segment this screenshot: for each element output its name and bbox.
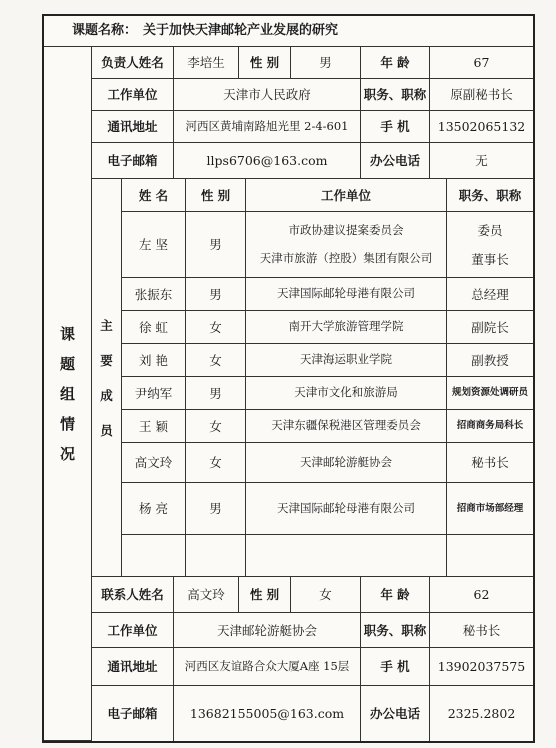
member-name: 杨 亮 [122, 483, 186, 535]
member-gender: 女 [186, 443, 246, 483]
contact-gender: 女 [291, 577, 361, 613]
contact-title: 秘书长 [430, 613, 533, 648]
contact-phone: 13902037575 [430, 648, 533, 686]
topic-title-value: 关于加快天津邮轮产业发展的研究 [143, 23, 339, 39]
topic-title-label: 课题名称： [72, 23, 138, 39]
leader-address: 河西区黄埔南路旭光里 2-4-601 [174, 111, 361, 143]
leader-office: 无 [430, 143, 533, 179]
member-work: 天津东疆保税港区管理委员会 [246, 410, 447, 443]
member-work: 天津海运职业学院 [246, 344, 447, 377]
contact-name-label: 联系人姓名 [92, 577, 174, 613]
leader-phone-label: 手 机 [361, 111, 430, 143]
member-title: 招商市场部经理 [447, 483, 533, 535]
member-title: 总经理 [447, 278, 533, 311]
member-name: 刘 艳 [122, 344, 186, 377]
member-empty-cell [186, 535, 246, 577]
members-header-work: 工作单位 [246, 179, 447, 212]
member-title [447, 212, 533, 278]
members-label-char: 成 [100, 387, 113, 403]
members-label-char: 要 [100, 352, 113, 368]
member-work: 天津国际邮轮母港有限公司 [246, 278, 447, 311]
leader-title: 原副秘书长 [430, 79, 533, 111]
member-title: 副院长 [447, 311, 533, 344]
contact-phone-label: 手 机 [361, 648, 430, 686]
contact-office-label: 办公电话 [361, 686, 430, 741]
member-name: 王 颖 [122, 410, 186, 443]
member-gender: 女 [186, 344, 246, 377]
group-label-char: 题 [59, 354, 75, 373]
leader-age: 67 [430, 47, 533, 79]
members-header-name: 姓 名 [122, 179, 186, 212]
member-name: 尹纳军 [122, 377, 186, 410]
members-header-title: 职务、职称 [447, 179, 533, 212]
member-empty-cell [122, 535, 186, 577]
contact-office: 2325.2802 [447, 706, 516, 721]
contact-age: 62 [430, 577, 533, 613]
contact-address-label: 通讯地址 [92, 648, 174, 686]
leader-title-label: 职务、职称 [361, 79, 430, 111]
leader-email-label: 电子邮箱 [92, 143, 174, 179]
leader-work: 天津市人民政府 [174, 79, 361, 111]
application-form-table [42, 14, 535, 743]
leader-address-label: 通讯地址 [92, 111, 174, 143]
leader-name-label: 负责人姓名 [92, 47, 174, 79]
member-name: 徐 虹 [122, 311, 186, 344]
member-gender: 男 [186, 212, 246, 278]
member-gender: 女 [186, 410, 246, 443]
member-work [246, 212, 447, 278]
member-work: 天津国际邮轮母港有限公司 [246, 483, 447, 535]
member-empty-cell [447, 535, 533, 577]
member-gender: 女 [186, 311, 246, 344]
member-title: 招商商务局科长 [447, 410, 533, 443]
member-work-line: 市政协建议提案委员会 [288, 222, 404, 237]
contact-age-label: 年 龄 [361, 577, 430, 613]
members-label-char: 员 [100, 422, 113, 438]
member-work: 天津市文化和旅游局 [246, 377, 447, 410]
member-name: 张振东 [122, 278, 186, 311]
member-title: 秘书长 [447, 443, 533, 483]
member-gender: 男 [186, 278, 246, 311]
member-work-line: 天津市旅游（控股）集团有限公司 [259, 250, 433, 265]
contact-title-label: 职务、职称 [361, 613, 430, 648]
leader-work-label: 工作单位 [92, 79, 174, 111]
member-gender: 男 [186, 377, 246, 410]
contact-name: 高文玲 [174, 577, 239, 613]
group-label-char: 课 [59, 324, 75, 343]
leader-gender: 男 [291, 47, 361, 79]
member-work: 天津邮轮游艇协会 [246, 443, 447, 483]
contact-work-label: 工作单位 [92, 613, 174, 648]
contact-email-label: 电子邮箱 [92, 686, 174, 741]
group-info-label [44, 47, 92, 741]
group-label-char: 况 [59, 444, 75, 463]
member-name: 左 坚 [122, 212, 186, 278]
leader-phone: 13502065132 [430, 111, 533, 143]
member-title: 规划资源处调研员 [447, 377, 533, 410]
topic-title-row [44, 16, 533, 47]
member-name: 高文玲 [122, 443, 186, 483]
leader-age-label: 年 龄 [361, 47, 430, 79]
group-label-char: 情 [59, 414, 75, 433]
member-title-line: 董事长 [471, 251, 509, 267]
leader-name: 李培生 [174, 47, 239, 79]
contact-work: 天津邮轮游艇协会 [174, 613, 361, 648]
leader-office-label: 办公电话 [361, 143, 430, 179]
members-header-gender: 性 别 [186, 179, 246, 212]
contact-address: 河西区友谊路合众大厦A座 15层 [174, 648, 361, 686]
group-label-char: 组 [59, 384, 75, 403]
leader-gender-label: 性 别 [239, 47, 291, 79]
member-gender: 男 [186, 483, 246, 535]
contact-email: 13682155005@163.com [174, 686, 361, 741]
member-empty-cell [246, 535, 447, 577]
members-label [92, 179, 122, 577]
contact-gender-label: 性 别 [239, 577, 291, 613]
member-title-line: 委员 [477, 222, 503, 238]
members-label-char: 主 [100, 317, 113, 333]
leader-email: llps6706@163.com [174, 143, 361, 179]
member-title: 副教授 [447, 344, 533, 377]
member-work: 南开大学旅游管理学院 [246, 311, 447, 344]
